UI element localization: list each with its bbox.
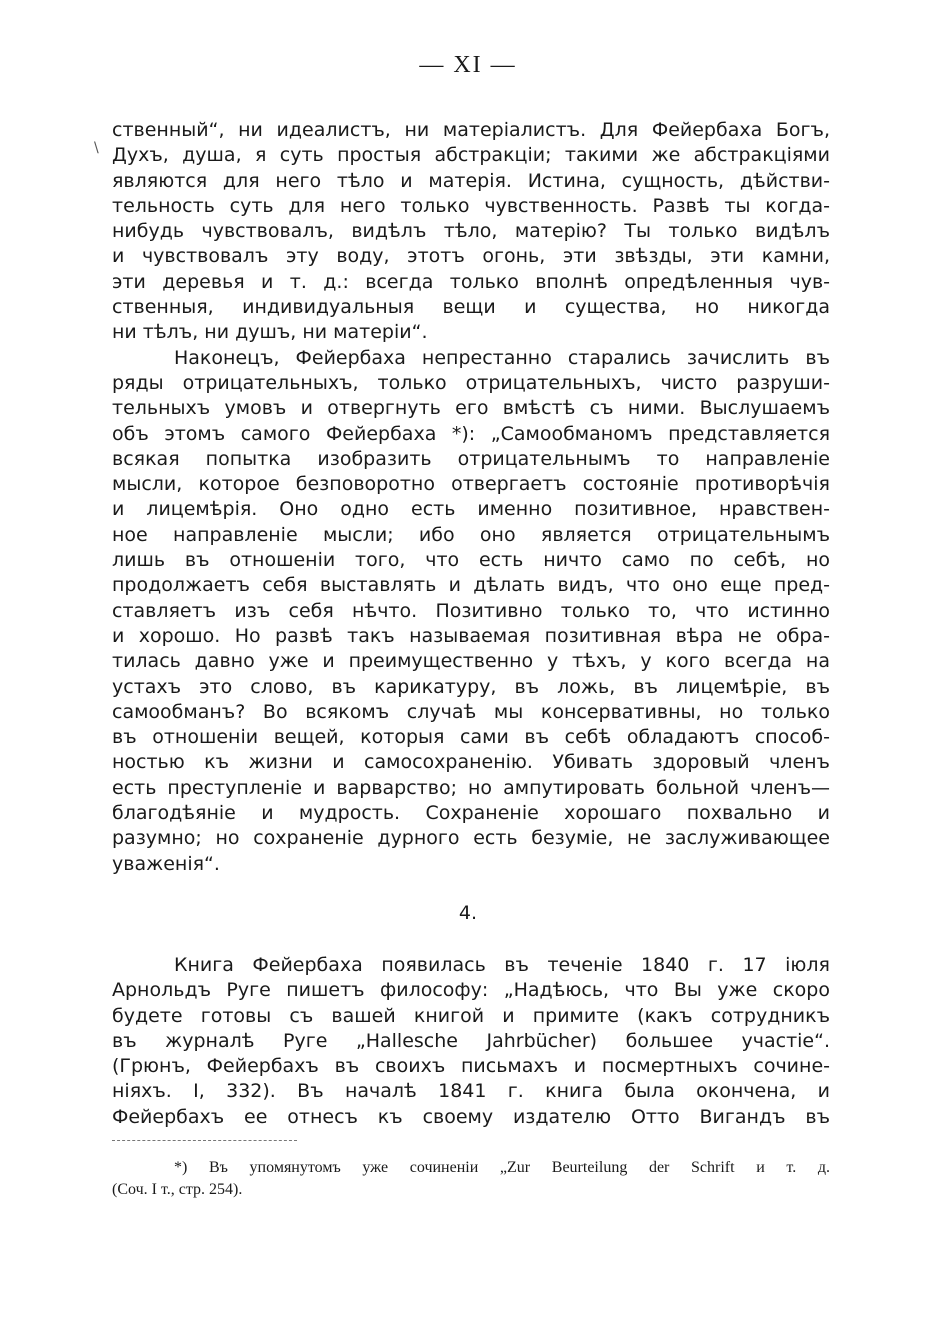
text-line: разумно; но сохраненіе дурного есть безуміе, не заслуживающее (112, 827, 830, 850)
footnote-divider (112, 1140, 297, 1141)
text-line: Наконецъ, Фейербаха непрестанно старались зачислить въ (174, 346, 830, 369)
text-line: ное направленіе мысли; ибо оно является отрицательнымъ (112, 523, 830, 546)
text-line: ностью къ жизни и самосохраненію. Убивать здоровый членъ (112, 751, 830, 774)
text-line: ніяхъ. I, 332). Въ началѣ 1841 г. книга была окончена, и (112, 1080, 830, 1103)
footnote-line: *) Въ упомянутомъ уже сочиненіи „Zur Beurteilung der Schrift и т. д. (174, 1159, 830, 1176)
text-line: объ этомъ самого Фейербаха *): „Самообманомъ представляется (112, 422, 830, 445)
text-block-top (112, 118, 830, 877)
text-line: ни тѣлъ, ни душъ, ни матеріи“. (112, 321, 428, 344)
text-line: и хорошо. Но развѣ такъ называемая позитивная вѣра не обра- (112, 624, 830, 647)
text-line: лишь въ отношеніи того, что есть ничто само по себѣ, но (112, 549, 830, 572)
text-line: всякая попытка изобразить отрицательнымъ то направленіе (112, 447, 830, 470)
text-line: тельность суть для него только чувственность. Развѣ ты когда- (112, 194, 830, 217)
margin-mark: \ (94, 140, 99, 156)
footnote-line: (Соч. I т., стр. 254). (112, 1181, 243, 1198)
text-line: Книга Фейербаха появилась въ теченіе 1840 г. 17 іюля (174, 954, 830, 976)
text-line: ставляетъ изъ себя нѣчто. Позитивно только то, что истинно (112, 599, 830, 622)
text-line: будете готовы съ вашей книгой и примите (какъ сотрудникъ (112, 1004, 830, 1027)
text-line: нибудь чувствовалъ, видѣлъ тѣло, матерію? Ты только видѣлъ (112, 220, 830, 243)
text-line: устахъ это слово, въ карикатуру, въ ложь, въ лицемѣріе, въ (112, 675, 830, 698)
text-line: и лицемѣрія. Оно одно есть именно позитивное, нравствен- (112, 498, 830, 521)
text-line: ственныя, индивидуальныя вещи и существа, но никогда (112, 296, 830, 319)
text-line: (Грюнъ, Фейербахъ въ своихъ письмахъ и посмертныхъ сочине- (112, 1055, 830, 1078)
text-line: есть преступленіе и варварство; но ампутировать больной членъ— (112, 776, 830, 799)
text-line: тилась давно уже и преимущественно у тѣхъ, у кого всегда на (112, 650, 830, 673)
text-line: и чувствовалъ эту воду, этотъ огонь, эти звѣзды, эти камни, (112, 245, 830, 268)
section-number: 4. (458, 902, 478, 924)
text-line: ряды отрицательныхъ, только отрицательныхъ, чисто разруши- (112, 371, 830, 394)
text-line: благодѣяніе и мудрость. Сохраненіе хорошаго похвально и (112, 802, 830, 825)
text-line: ственный“, ни идеалистъ, ни матеріалистъ. Для Фейербаха Богъ, (112, 119, 830, 141)
page-number: — XI — (419, 52, 517, 78)
footnote (112, 1157, 830, 1201)
text-line: Арнольдъ Руге пишетъ философу: „Надѣюсь, что Вы уже скоро (112, 979, 830, 1002)
text-line: Духъ, душа, я суть простыя абстракціи; такими же абстракціями (112, 144, 830, 167)
text-line: эти деревья и т. д.: всегда только вполнѣ опредѣленныя чув- (112, 270, 830, 293)
text-line: являются для него тѣло и матерія. Истина, сущность, дѣйстви- (112, 169, 830, 192)
text-block-bottom (112, 953, 830, 1130)
text-line: тельныхъ умовъ и отвергнуть его вмѣстѣ съ ними. Выслушаемъ (112, 397, 830, 420)
text-line: въ отношеніи вещей, которыя сами въ себѣ обладаютъ способ- (112, 726, 830, 749)
text-line: въ журналѣ Руге „Hallesche Jahrbücher) большее участіе“. (112, 1029, 830, 1052)
text-line: продолжаетъ себя выставлять и дѣлать видъ, что оно еще пред- (112, 574, 830, 597)
text-line: самообманъ? Во всякомъ случаѣ мы консервативны, но только (112, 700, 830, 723)
text-line: мысли, которое безповоротно отвергаетъ состояніе противорѣчія (112, 473, 830, 496)
text-line: Фейербахъ ее отнесъ къ своему издателю Отто Вигандъ въ (112, 1105, 830, 1128)
text-line: уваженія“. (112, 852, 220, 875)
